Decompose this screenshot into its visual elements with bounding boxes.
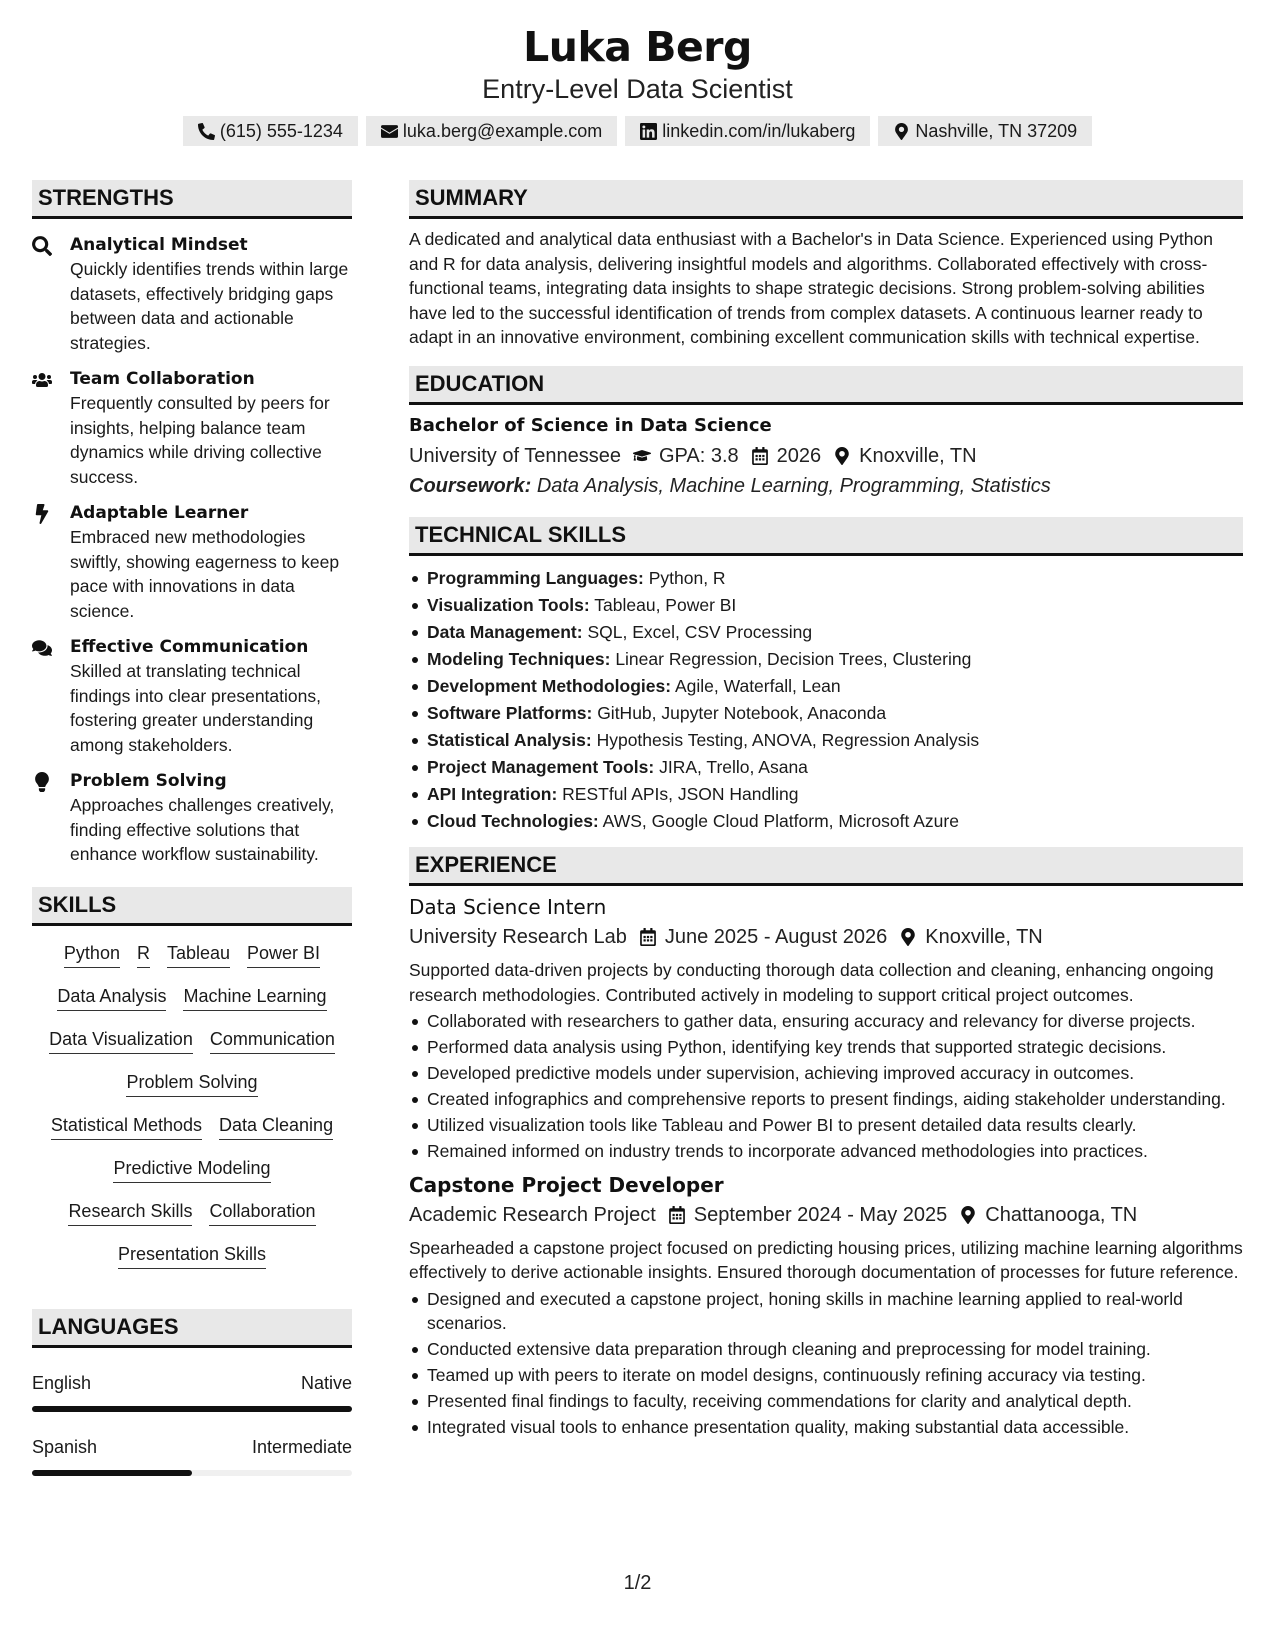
job-location: Knoxville, TN [925,926,1043,948]
language-name: English [32,1372,92,1393]
job-dates: June 2025 - August 2026 [664,926,888,948]
technical-skills-heading: TECHNICAL SKILLS [409,517,1243,556]
skills-row [32,1241,352,1269]
languages-heading: LANGUAGES [32,1309,352,1348]
strength-item [32,635,352,757]
lightbulb-icon [32,772,52,792]
comments-icon [32,638,52,658]
technical-skill-item [409,728,1243,753]
language-proficiency-bar [32,1406,352,1412]
coursework-label: Coursework: [409,474,532,497]
education-degree: Bachelor of Science in Data Science [409,414,772,436]
contact-email-text: luka.berg@example.com [402,121,603,141]
page-number: 1/2 [623,1572,652,1594]
job-dates: September 2024 - May 2025 [693,1203,948,1226]
language-item [32,1434,352,1476]
job-meta [409,1200,1243,1230]
skill-tag: Tableau [167,940,230,968]
skills-row [32,1198,352,1226]
job-location: Chattanooga, TN [985,1203,1138,1226]
map-marker-icon [833,447,851,465]
technical-skill-item [409,593,1243,618]
technical-skill-item [409,620,1243,645]
search-icon [32,236,52,256]
experience-heading: EXPERIENCE [409,847,1243,886]
language-proficiency-fill [32,1406,352,1412]
skill-tag: Presentation Skills [118,1241,266,1269]
map-marker-icon [893,123,910,140]
contact-location-text: Nashville, TN 37209 [915,121,1078,141]
skill-tag: Collaboration [209,1198,315,1226]
skills-row [32,1112,352,1140]
strength-title: Adaptable Learner [70,503,249,523]
language-proficiency-fill [32,1470,192,1476]
job-bullet: Developed predictive models under supervision, achieving improved accuracy in outcomes. [409,1061,1243,1086]
education-year: 2026 [776,444,822,467]
technical-skill-label: Software Platforms: [427,702,593,723]
strength-desc: Embraced new methodologies swiftly, showing eagerness to keep pace with innovations in data science. [70,527,340,621]
skill-tag: Research Skills [68,1198,192,1226]
education-heading: EDUCATION [409,366,1243,405]
phone-icon [198,123,215,140]
skill-tag: Machine Learning [183,983,326,1011]
skill-tag: Data Visualization [49,1026,193,1054]
contact-location [878,116,1092,146]
strength-title: Problem Solving [70,771,227,791]
envelope-icon [381,123,398,140]
calendar-icon [639,928,657,946]
technical-skill-label: Programming Languages: [427,567,644,588]
contact-linkedin-text: linkedin.com/in/lukaberg [662,121,856,141]
education-school: University of Tennessee [409,444,621,467]
job-organization: University Research Lab [409,926,627,948]
technical-skill-label: Development Methodologies: [427,675,672,696]
job-bullet: Conducted extensive data preparation through cleaning and preprocessing for model training. [409,1337,1243,1362]
job-title: Capstone Project Developer [409,1172,724,1197]
job-description: Spearheaded a capstone project focused on predicting housing prices, utilizing machine learning algorithms effectively to derive actionable insights. Ensured thorough documentation of processes for future reference. [409,1237,1243,1282]
skill-tag: Data Cleaning [219,1112,333,1140]
job-bullet: Integrated visual tools to enhance presentation quality, making substantial data accessible. [409,1415,1243,1440]
job-bullet: Remained informed on industry trends to incorporate advanced methodologies into practices. [409,1139,1243,1164]
contact-phone-text: (615) 555-1234 [219,121,343,141]
candidate-title: Entry-Level Data Scientist [482,74,793,104]
technical-skill-label: Statistical Analysis: [427,729,592,750]
skill-tag: Statistical Methods [51,1112,202,1140]
job-bullets [409,1009,1243,1164]
map-marker-icon [959,1206,977,1224]
language-proficiency-bar [32,1470,352,1476]
job-title: Data Science Intern [409,895,607,919]
education-gpa: GPA: 3.8 [658,444,739,467]
job-organization: Academic Research Project [409,1203,656,1226]
skill-tag: Data Analysis [57,983,166,1011]
skills-row [32,1026,352,1054]
strength-title: Team Collaboration [70,369,255,389]
technical-skill-label: Visualization Tools: [427,594,590,615]
language-item [32,1370,352,1412]
skill-tag: Predictive Modeling [113,1155,270,1183]
education-location: Knoxville, TN [859,444,977,467]
education-coursework [409,471,1243,501]
summary-text: A dedicated and analytical data enthusiast with a Bachelor's in Data Science. Experienced using Python and R for data analysis, delivering insightful models and algorithms. Collaborated effectively with cross-functional teams, integrating data insights to shape strategic decisions. Strong problem-solving abilities have led to the successful identification of trends from complex datasets. A continuous learner ready to adapt in an innovative environment, combining excellent communication skills with technical expertise. [409,229,1213,347]
strength-desc: Frequently consulted by peers for insights, helping balance team dynamics while driving collective success. [70,393,330,487]
technical-skill-label: Data Management: [427,621,583,642]
strength-desc: Skilled at translating technical findings into clear presentations, fostering greater understanding among stakeholders. [70,661,321,755]
technical-skill-item [409,701,1243,726]
strength-item [32,233,352,355]
technical-skill-label: Cloud Technologies: [427,810,599,831]
experience-entry [409,1170,1243,1440]
education-meta [409,441,1243,471]
calendar-icon [751,447,769,465]
strength-title: Analytical Mindset [70,235,248,255]
technical-skill-item [409,755,1243,780]
strength-desc: Approaches challenges creatively, finding effective solutions that enhance workflow sustainability. [70,795,335,864]
technical-skill-value: JIRA, Trello, Asana [659,756,808,777]
skills-row [32,1069,352,1097]
skill-tag: Communication [210,1026,335,1054]
right-column [409,180,1243,1441]
technical-skill-value: Agile, Waterfall, Lean [674,675,841,696]
skills-row [32,1155,352,1183]
calendar-icon [668,1206,686,1224]
left-column [32,180,352,1476]
skill-tag: R [137,940,150,968]
technical-skill-value: AWS, Google Cloud Platform, Microsoft Azure [602,810,959,831]
strength-item [32,501,352,623]
technical-skill-label: Modeling Techniques: [427,648,611,669]
summary-heading: SUMMARY [409,180,1243,219]
resume-header [0,22,1275,146]
skills-row [32,983,352,1011]
experience-entry [409,892,1243,1164]
technical-skill-label: API Integration: [427,783,558,804]
skill-tag: Problem Solving [126,1069,257,1097]
job-bullet: Teamed up with peers to iterate on model designs, continuously refining accuracy via testing. [409,1363,1243,1388]
skill-tag: Power BI [247,940,320,968]
language-name: Spanish [32,1436,98,1457]
technical-skill-value: SQL, Excel, CSV Processing [587,621,813,642]
technical-skill-value: Python, R [648,567,726,588]
strengths-heading: STRENGTHS [32,180,352,219]
technical-skill-value: Linear Regression, Decision Trees, Clustering [615,648,972,669]
skill-tag: Python [64,940,120,968]
map-marker-icon [899,928,917,946]
technical-skill-value: Hypothesis Testing, ANOVA, Regression Analysis [596,729,980,750]
job-bullet: Created infographics and comprehensive reports to present findings, aiding stakeholder understanding. [409,1087,1243,1112]
strength-item [32,367,352,489]
bolt-icon [32,504,52,524]
technical-skill-item [409,782,1243,807]
contact-bar [0,116,1275,146]
strength-title: Effective Communication [70,637,309,657]
job-bullet: Presented final findings to faculty, receiving commendations for clarity and analytical depth. [409,1389,1243,1414]
technical-skill-label: Project Management Tools: [427,756,655,777]
job-meta [409,922,1243,952]
linkedin-icon [640,123,657,140]
technical-skill-item [409,647,1243,672]
technical-skill-item [409,809,1243,834]
job-bullet: Collaborated with researchers to gather data, ensuring accuracy and relevancy for diverse projects. [409,1009,1243,1034]
users-icon [32,370,52,390]
technical-skill-item [409,566,1243,591]
job-bullet: Utilized visualization tools like Tableau and Power BI to present detailed data results clearly. [409,1113,1243,1138]
skills-row [32,940,352,968]
technical-skill-value: GitHub, Jupyter Notebook, Anaconda [597,702,887,723]
skills-heading: SKILLS [32,887,352,926]
technical-skill-value: RESTful APIs, JSON Handling [562,783,799,804]
job-bullet: Designed and executed a capstone project, honing skills in machine learning applied to real-world scenarios. [409,1287,1243,1336]
strength-item [32,769,352,867]
candidate-name: Luka Berg [523,23,752,71]
graduation-cap-icon [633,447,651,465]
language-level: Native [300,1372,352,1393]
strength-desc: Quickly identifies trends within large datasets, effectively bridging gaps between data and actionable strategies. [70,259,349,353]
contact-linkedin[interactable] [625,116,870,146]
language-level: Intermediate [251,1436,352,1457]
coursework-text: Data Analysis, Machine Learning, Programming, Statistics [536,474,1051,497]
job-bullets [409,1287,1243,1440]
technical-skills-list [409,566,1243,834]
job-bullet: Performed data analysis using Python, identifying key trends that supported strategic decisions. [409,1035,1243,1060]
technical-skill-item [409,674,1243,699]
contact-phone [183,116,358,146]
contact-email[interactable] [366,116,617,146]
skills-list [32,940,352,1269]
technical-skill-value: Tableau, Power BI [594,594,737,615]
job-description: Supported data-driven projects by conducting thorough data collection and cleaning, enhancing ongoing research methodologies. Contributed actively in modeling to support critical project outcomes. [409,960,1214,1005]
